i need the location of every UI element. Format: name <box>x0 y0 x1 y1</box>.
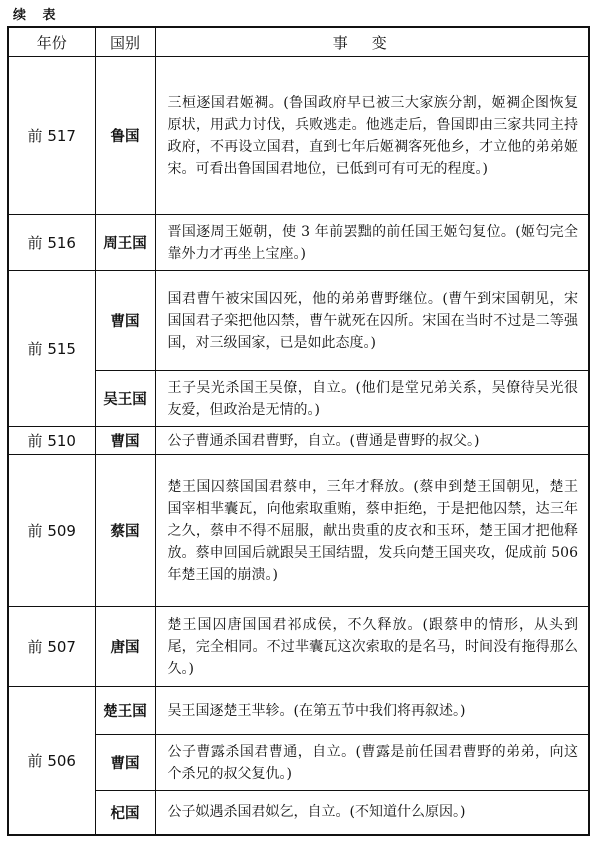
header-year: 年份 <box>8 27 95 57</box>
state-cell: 杞国 <box>95 791 155 835</box>
table-row <box>8 271 589 371</box>
state-cell: 鲁国 <box>95 57 155 215</box>
table-row <box>8 57 589 215</box>
table-row <box>8 687 589 735</box>
year-cell: 前 507 <box>8 607 95 687</box>
header-event: 事变 <box>155 27 589 57</box>
event-cell: 三桓逐国君姬裯。(鲁国政府早已被三大家族分割，姬裯企图恢复原状，用武力讨伐，兵败逃走。他逃走后，鲁国即由三家共同主持政府，不再设立国君，直到七年后姬裯客死他乡，才立他的弟弟姬宋。可看出鲁国国君地位，已低到可有可无的程度。) <box>155 57 589 215</box>
state-cell: 周王国 <box>95 215 155 271</box>
event-cell: 楚王国囚唐国国君祁成侯，不久释放。(跟蔡申的情形，从头到尾，完全相同。不过芈囊瓦这次索取的是名马，时间没有拖得那么久。) <box>155 607 589 687</box>
event-cell: 吴王国逐楚王芈轸。(在第五节中我们将再叙述。) <box>155 687 589 735</box>
year-cell: 前 509 <box>8 455 95 607</box>
state-cell: 唐国 <box>95 607 155 687</box>
table-caption: 续 表 <box>13 8 62 23</box>
year-cell: 前 517 <box>8 57 95 215</box>
year-cell: 前 510 <box>8 427 95 455</box>
table-row <box>8 427 589 455</box>
year-cell: 前 506 <box>8 687 95 835</box>
header-state: 国别 <box>95 27 155 57</box>
year-cell: 前 516 <box>8 215 95 271</box>
state-cell: 吴王国 <box>95 371 155 427</box>
chronology-table <box>7 26 590 836</box>
event-cell: 王子吴光杀国王吴僚，自立。(他们是堂兄弟关系，吴僚待吴光很友爱，但政治是无情的。) <box>155 371 589 427</box>
event-cell: 公子姒遇杀国君姒乞，自立。(不知道什么原因。) <box>155 791 589 835</box>
event-cell: 楚王国囚蔡国国君蔡申，三年才释放。(蔡申到楚王国朝见，楚王国宰相芈囊瓦，向他索取重贿，蔡申拒绝，于是把他囚禁，达三年之久，蔡申不得不屈服，献出贵重的皮衣和玉环，楚王国才把他释放。蔡申回国后就跟吴王国结盟，发兵向楚王国夹攻，促成前 506 年楚王国的崩溃。) <box>155 455 589 607</box>
event-cell: 公子曹露杀国君曹通，自立。(曹露是前任国君曹野的弟弟，向这个杀兄的叔父复仇。) <box>155 735 589 791</box>
state-cell: 蔡国 <box>95 455 155 607</box>
event-cell: 晋国逐周王姬朝，使 3 年前罢黜的前任国王姬匄复位。(姬匄完全靠外力才再坐上宝座。) <box>155 215 589 271</box>
state-cell: 曹国 <box>95 735 155 791</box>
header-row <box>8 27 589 57</box>
table-row <box>8 455 589 607</box>
state-cell: 曹国 <box>95 271 155 371</box>
state-cell: 曹国 <box>95 427 155 455</box>
event-cell: 国君曹午被宋国囚死，他的弟弟曹野继位。(曹午到宋国朝见，宋国国君子栾把他囚禁，曹午就死在囚所。宋国在当时不过是二等强国，对三级国家，已是如此态度。) <box>155 271 589 371</box>
event-cell: 公子曹通杀国君曹野，自立。(曹通是曹野的叔父。) <box>155 427 589 455</box>
year-cell: 前 515 <box>8 271 95 427</box>
table-row <box>8 371 589 427</box>
table-row <box>8 735 589 791</box>
table-row <box>8 791 589 835</box>
state-cell: 楚王国 <box>95 687 155 735</box>
table-row <box>8 607 589 687</box>
table-row <box>8 215 589 271</box>
